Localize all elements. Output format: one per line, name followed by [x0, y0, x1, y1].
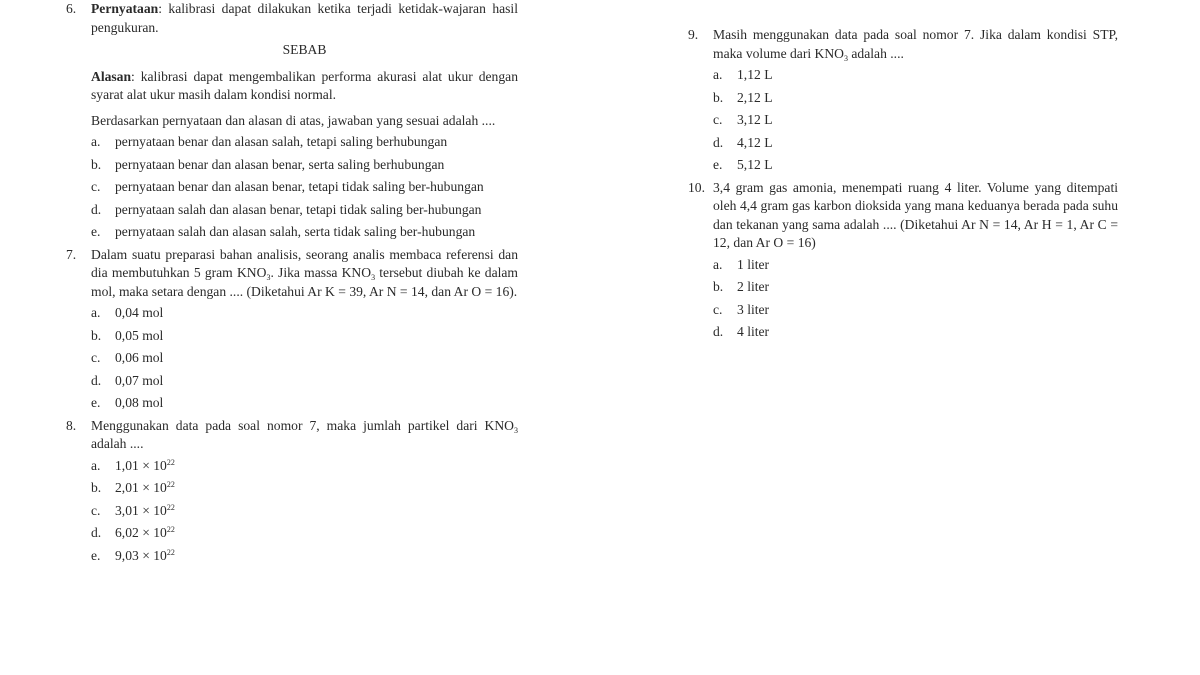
left-column — [66, 0, 518, 569]
option-a[interactable] — [91, 133, 518, 152]
option-text: 1 liter — [737, 256, 770, 272]
option-letter: a. — [91, 134, 101, 149]
option-e[interactable] — [91, 223, 518, 242]
option-c[interactable] — [713, 111, 1118, 130]
option-letter: e. — [713, 157, 723, 172]
option-letter: b. — [91, 156, 102, 172]
question-10-options — [713, 256, 1118, 342]
option-letter: d. — [91, 201, 102, 217]
question-6-reason — [91, 68, 518, 105]
option-letter: d. — [713, 324, 724, 339]
option-c[interactable] — [91, 502, 518, 521]
option-d[interactable] — [713, 134, 1118, 153]
option-letter: b. — [713, 89, 724, 105]
option-letter: c. — [91, 502, 101, 518]
question-8-options — [91, 457, 518, 566]
option-letter: a. — [91, 457, 101, 473]
exponent: 22 — [166, 547, 175, 557]
option-text: $3,01 \times 10^{22}$ — [115, 502, 175, 518]
option-text: 2 liter — [737, 279, 770, 294]
question-text: adalah .... — [91, 436, 144, 451]
option-letter: c. — [713, 301, 723, 317]
option-letter: d. — [91, 372, 102, 388]
question-text: Dalam suatu preparasi bahan analisis, seorang analis membaca referensi dan dia membutuhkan 5 gram KNO — [91, 246, 518, 280]
option-text: 3,12 L — [737, 112, 773, 127]
option-letter: d. — [91, 525, 102, 540]
option-e[interactable] — [91, 394, 518, 413]
option-b[interactable] — [91, 327, 518, 346]
option-text: 2,12 L — [737, 89, 773, 105]
question-7-options — [91, 304, 518, 413]
option-letter: e. — [91, 395, 101, 410]
option-text: 3 liter — [737, 301, 770, 317]
option-text: pernyataan benar dan alasan salah, tetapi saling berhubungan — [115, 134, 448, 149]
option-letter: b. — [91, 480, 102, 495]
option-a[interactable] — [91, 304, 518, 323]
question-number: 7. — [66, 246, 77, 262]
statement-label: Pernyataan — [91, 1, 159, 16]
option-d[interactable] — [91, 524, 518, 543]
exponent: 22 — [166, 502, 175, 512]
question-6-statement — [91, 0, 518, 37]
option-text: 0,07 mol — [115, 372, 164, 388]
question-9-text — [713, 26, 1118, 63]
subscript: 3 — [266, 273, 271, 282]
option-letter: d. — [713, 134, 724, 150]
question-10-text: 3,4 gram gas amonia, menempati ruang 4 liter. Volume yang ditempati oleh 4,4 gram gas karbon dioksida yang mana keduanya berada pada suhu dan tekanan yang sama adalah .... (Diketahui Ar N = 14, Ar H = 1, Ar C = 12, dan Ar O = 16) — [713, 179, 1118, 250]
option-text: $9,03 \times 10^{22}$ — [115, 547, 175, 563]
question-7 — [66, 246, 518, 413]
option-c[interactable] — [713, 301, 1118, 320]
reason-label: Alasan — [91, 68, 132, 84]
question-8-text — [91, 417, 518, 454]
option-d[interactable] — [713, 323, 1118, 342]
option-text: $1,01 \times 10^{22}$ — [115, 457, 175, 473]
option-a[interactable] — [713, 66, 1118, 85]
option-text: pernyataan benar dan alasan benar, tetapi tidak saling ber-hubungan — [115, 179, 484, 194]
question-9 — [688, 26, 1118, 175]
question-number: 6. — [66, 1, 77, 16]
option-text: $6,02 \times 10^{22}$ — [115, 525, 175, 540]
option-letter: c. — [91, 350, 101, 365]
question-7-text — [91, 246, 518, 302]
option-letter: a. — [713, 256, 723, 272]
option-b[interactable] — [713, 89, 1118, 108]
option-text: 0,05 mol — [115, 327, 164, 343]
question-text: Masih menggunakan data pada soal nomor 7. Jika dalam kondisi STP, maka volume dari KNO — [713, 27, 1118, 61]
option-d[interactable] — [91, 201, 518, 220]
option-text: 5,12 L — [737, 157, 773, 172]
option-letter: b. — [713, 279, 724, 294]
question-6 — [66, 0, 518, 242]
option-text: 0,06 mol — [115, 350, 164, 365]
question-8 — [66, 417, 518, 566]
option-b[interactable] — [91, 156, 518, 175]
option-a[interactable] — [91, 457, 518, 476]
question-number: 9. — [688, 27, 699, 42]
subscript: 3 — [844, 53, 848, 63]
option-e[interactable] — [91, 547, 518, 566]
statement-text: : kalibrasi dapat dilakukan ketika terjadi ketidak-wajaran hasil pengukuran. — [91, 1, 518, 35]
subscript: 3 — [514, 425, 518, 435]
exponent: 22 — [166, 525, 175, 534]
option-c[interactable] — [91, 349, 518, 368]
subscript: 3 — [371, 273, 376, 282]
question-10 — [688, 179, 1118, 342]
question-text: Menggunakan data pada soal nomor 7, maka jumlah partikel dari KNO — [91, 417, 514, 433]
question-text: adalah .... — [848, 45, 904, 61]
question-number: 10. — [688, 179, 705, 195]
option-letter: a. — [713, 67, 723, 82]
question-6-prompt: Berdasarkan pernyataan dan alasan di atas, jawaban yang sesuai adalah .... — [91, 112, 496, 128]
option-d[interactable] — [91, 372, 518, 391]
option-text: 4,12 L — [737, 134, 773, 150]
option-letter: a. — [91, 305, 101, 320]
option-letter: b. — [91, 327, 102, 343]
option-letter: c. — [91, 179, 101, 194]
option-letter: e. — [91, 547, 101, 563]
option-text: 0,08 mol — [115, 395, 164, 410]
option-text: $2,01 \times 10^{22}$ — [115, 480, 175, 495]
option-b[interactable] — [91, 479, 518, 498]
question-text: . Jika massa KNO — [270, 265, 372, 280]
question-number: 8. — [66, 417, 77, 433]
option-a[interactable] — [713, 256, 1118, 275]
reason-text: : kalibrasi dapat mengembalikan performa akurasi alat ukur dengan syarat alat ukur masih dalam kondisi normal. — [91, 68, 518, 102]
question-text: tersebut diubah ke dalam mol, maka setara dengan .... (Diketahui Ar K = 39, Ar N = 14, dan Ar O = 16). — [91, 265, 519, 299]
option-b[interactable] — [713, 278, 1118, 297]
option-e[interactable] — [713, 156, 1118, 175]
exponent: 22 — [166, 457, 175, 467]
sebab-label: SEBAB — [282, 42, 327, 57]
option-text: 0,04 mol — [115, 305, 164, 320]
right-column — [688, 26, 1118, 346]
question-6-options — [91, 133, 518, 242]
option-letter: c. — [713, 112, 723, 127]
option-text: pernyataan benar dan alasan benar, serta saling berhubungan — [115, 156, 445, 172]
option-c[interactable] — [91, 178, 518, 197]
option-text: pernyataan salah dan alasan benar, tetapi tidak saling ber-hubungan — [115, 201, 482, 217]
exponent: 22 — [166, 480, 175, 489]
question-9-options — [713, 66, 1118, 175]
option-text: pernyataan salah dan alasan salah, serta tidak saling ber-hubungan — [115, 224, 476, 239]
option-text: 1,12 L — [737, 67, 773, 82]
option-text: 4 liter — [737, 324, 770, 339]
option-letter: e. — [91, 224, 101, 239]
